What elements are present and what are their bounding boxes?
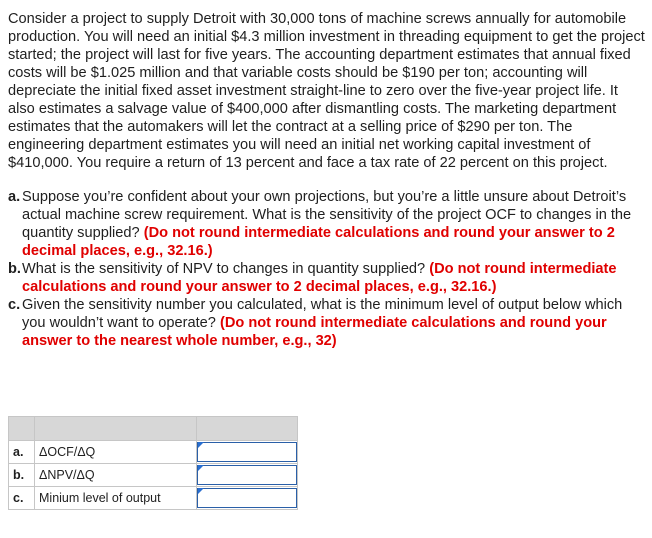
question-c (8, 296, 646, 350)
minimum-output-input[interactable] (197, 488, 297, 508)
answer-table-header (9, 417, 298, 441)
question-text: Given the sensitivity number you calculated, what is the minimum level of output below which you wouldn’t want to operate? (22, 297, 623, 331)
input-flag-icon (198, 442, 204, 448)
answer-row-c (9, 487, 298, 510)
npv-sensitivity-input[interactable] (197, 465, 297, 485)
problem-content (8, 10, 646, 350)
ocf-sensitivity-input[interactable] (197, 442, 297, 462)
rounding-note: (Do not round intermediate calculations and round your answer to 2 decimal places, e.g., 32.16.) (22, 225, 615, 259)
question-letter: a. (8, 189, 21, 205)
question-letter: b. (8, 261, 21, 277)
question-text: Suppose you’re confident about your own projections, but you’re a little unsure about Detroit’s actual machine screw requirement. What is the sensitivity of the project OCF to changes in the quantity supplied? (22, 189, 632, 241)
input-flag-icon (198, 465, 204, 471)
answer-row-b (9, 464, 298, 487)
rounding-note: (Do not round intermediate calculations and round your answer to 2 decimal places, e.g., 32.16.) (22, 261, 617, 295)
question-text: What is the sensitivity of NPV to changes in quantity supplied? (22, 261, 430, 277)
question-a (8, 188, 646, 260)
answer-row-label: ΔOCF/ΔQ (35, 441, 197, 464)
problem-intro: Consider a project to supply Detroit with 30,000 tons of machine screws annually for automobile production. You will need an initial $4.3 million investment in threading equipment to get the project started; the project will last for five years. The accounting department estimates that annual fixed costs will be $1.025 million and that variable costs should be $190 per ton; accounting will depreciate the initial fixed asset investment straight-line to zero over the five-year project life. It also estimates a salvage value of $400,000 after dismantling costs. The marketing department estimates that the automakers will let the contract at a selling price of $290 per ton. The engineering department estimates you will need an initial net working capital investment of $410,000. You require a return of 13 percent and face a tax rate of 22 percent on this project. (8, 11, 645, 171)
answer-row-letter: a. (9, 441, 35, 464)
answer-row-label: ΔNPV/ΔQ (35, 464, 197, 487)
answer-row-label: Minium level of output (35, 487, 197, 510)
answer-row-letter: c. (9, 487, 35, 510)
question-body (22, 260, 646, 296)
question-list (8, 188, 646, 350)
question-letter: c. (8, 297, 21, 313)
answer-row-letter: b. (9, 464, 35, 487)
question-body (22, 296, 646, 350)
question-body (22, 188, 646, 260)
answer-table (8, 416, 298, 510)
question-b (8, 260, 646, 296)
input-flag-icon (198, 488, 204, 494)
answer-row-a (9, 441, 298, 464)
rounding-note: (Do not round intermediate calculations and round your answer to the nearest whole number, e.g., 32) (22, 315, 607, 349)
